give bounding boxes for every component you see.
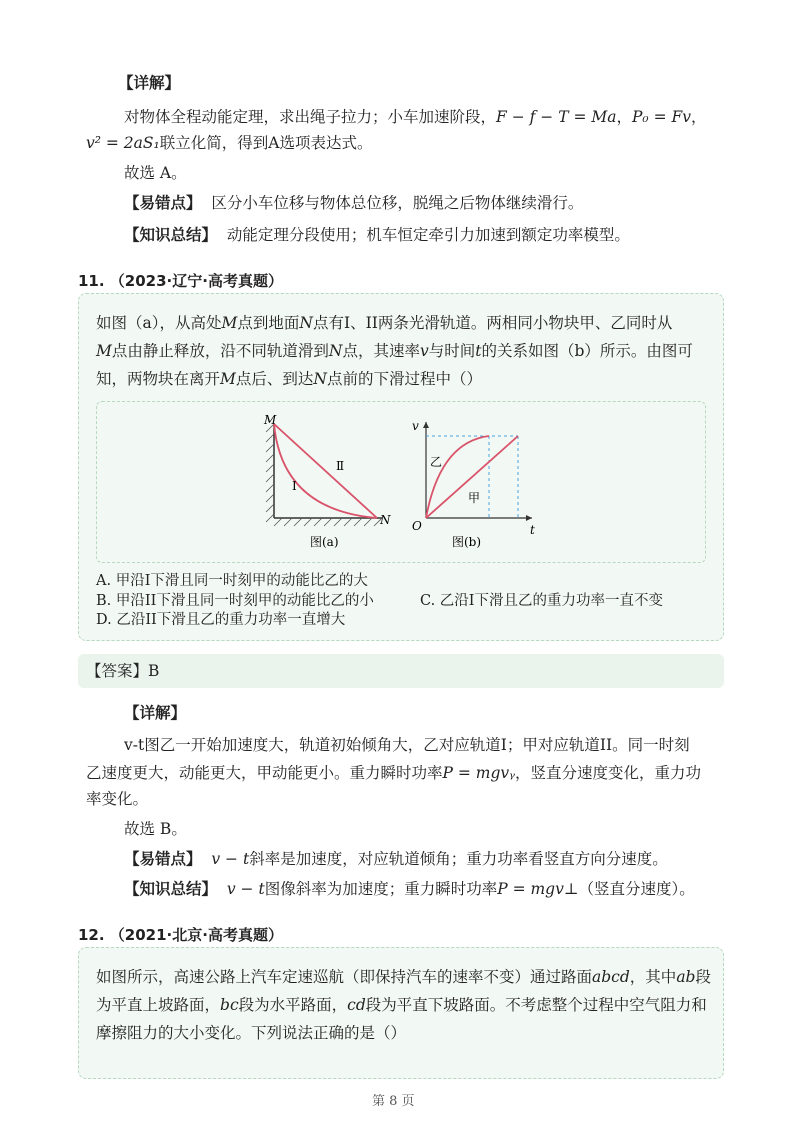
track-II-label: Ⅱ [336, 459, 345, 473]
question-11-title: 11. （2023·辽宁·高考真题） [78, 272, 283, 290]
choose-b: 故选 B。 [124, 820, 187, 838]
origin-label: O [412, 519, 422, 533]
jia-line [426, 436, 518, 518]
track-and-velocity-figure [262, 410, 542, 555]
figure-a-caption: 图(a) [310, 535, 339, 549]
pitfall-line: 【易错点】 区分小车位移与物体总位移，脱绳之后物体继续滑行。 [124, 193, 584, 212]
answer-text: 【答案】B [86, 662, 160, 680]
q11-detail-label: 【详解】 [124, 703, 187, 722]
point-M-label: M [264, 413, 277, 427]
figure-b [412, 419, 535, 549]
q11-detail-line-3: 率变化。 [86, 790, 149, 808]
q11-stem-line-3: 知，两物块在离开M点后、到达N点前的下滑过程中（） [96, 370, 482, 388]
v-axis-arrow [423, 422, 429, 428]
q11-detail-line-1: v-t图乙一开始加速度大，轨道初始倾角大，乙对应轨道I；甲对应轨道II。同一时刻 [124, 736, 690, 754]
summary-line: 【知识总结】 动能定理分段使用；机车恒定牵引力加速到额定功率模型。 [124, 225, 630, 244]
option-D[interactable]: D. 乙沿II下滑且乙的重力功率一直增大 [96, 612, 346, 628]
answer-bar [78, 654, 724, 688]
track-II-line [274, 424, 377, 518]
figure-a [263, 413, 391, 549]
track-I-label: I [292, 479, 297, 493]
q12-stem-line-2: 为平直上坡路面，bc段为水平路面，cd段为平直下坡路面。不考虑整个过程中空气阻力和 [96, 996, 707, 1014]
q12-stem-line-3: 摩擦阻力的大小变化。下列说法正确的是（） [96, 1024, 407, 1042]
question-12-title: 12. （2021·北京·高考真题） [78, 926, 283, 944]
point-N-label: N [380, 513, 391, 527]
q12-stem-line-1: 如图所示，高速公路上汽车定速巡航（即保持汽车的速率不变）通过路面abcd，其中ab段 [96, 968, 711, 986]
t-axis-label: t [530, 523, 535, 537]
detail-label: 【详解】 [118, 73, 181, 92]
t-axis-arrow [526, 515, 532, 521]
hatching [266, 424, 382, 526]
option-A[interactable]: A. 甲沿I下滑且同一时刻甲的动能比乙的大 [96, 573, 368, 589]
v-axis-label: v [412, 419, 419, 433]
choose-a: 故选 A。 [124, 164, 187, 182]
figure-b-caption: 图(b) [452, 535, 482, 549]
option-C[interactable]: C. 乙沿I下滑且乙的重力功率一直不变 [420, 593, 664, 609]
q11-stem-line-1: 如图（a），从高处M点到地面N点有I、II两条光滑轨道。两相同小物块甲、乙同时从 [96, 314, 673, 332]
jia-label: 甲 [468, 491, 481, 505]
detail-line-1: 对物体全程动能定理，求出绳子拉力；小车加速阶段，F − f − T = Ma，P₀ = Fv， [124, 108, 707, 126]
page-number: 第 8 页 [372, 1094, 415, 1109]
q11-pitfall-line: 【易错点】 v − t斜率是加速度，对应轨道倾角；重力功率看竖直方向分速度。 [124, 849, 668, 868]
detail-line-2: v² = 2aS₁联立化简，得到A选项表达式。 [86, 134, 373, 152]
q11-summary-line: 【知识总结】 v − t图像斜率为加速度；重力瞬时功率P = mgv⊥（竖直分速度）。 [124, 879, 695, 898]
yi-curve [426, 436, 489, 518]
option-B[interactable]: B. 甲沿II下滑且同一时刻甲的动能比乙的小 [96, 593, 374, 609]
q11-stem-line-2: M点由静止释放，沿不同轨道滑到N点，其速率v与时间t的关系如图（b）所示。由图可 [96, 342, 693, 360]
q11-detail-line-2: 乙速度更大，动能更大，甲动能更小。重力瞬时功率P = mgvᵧ，竖直分速度变化，重力功 [86, 764, 702, 782]
yi-label: 乙 [430, 455, 443, 469]
